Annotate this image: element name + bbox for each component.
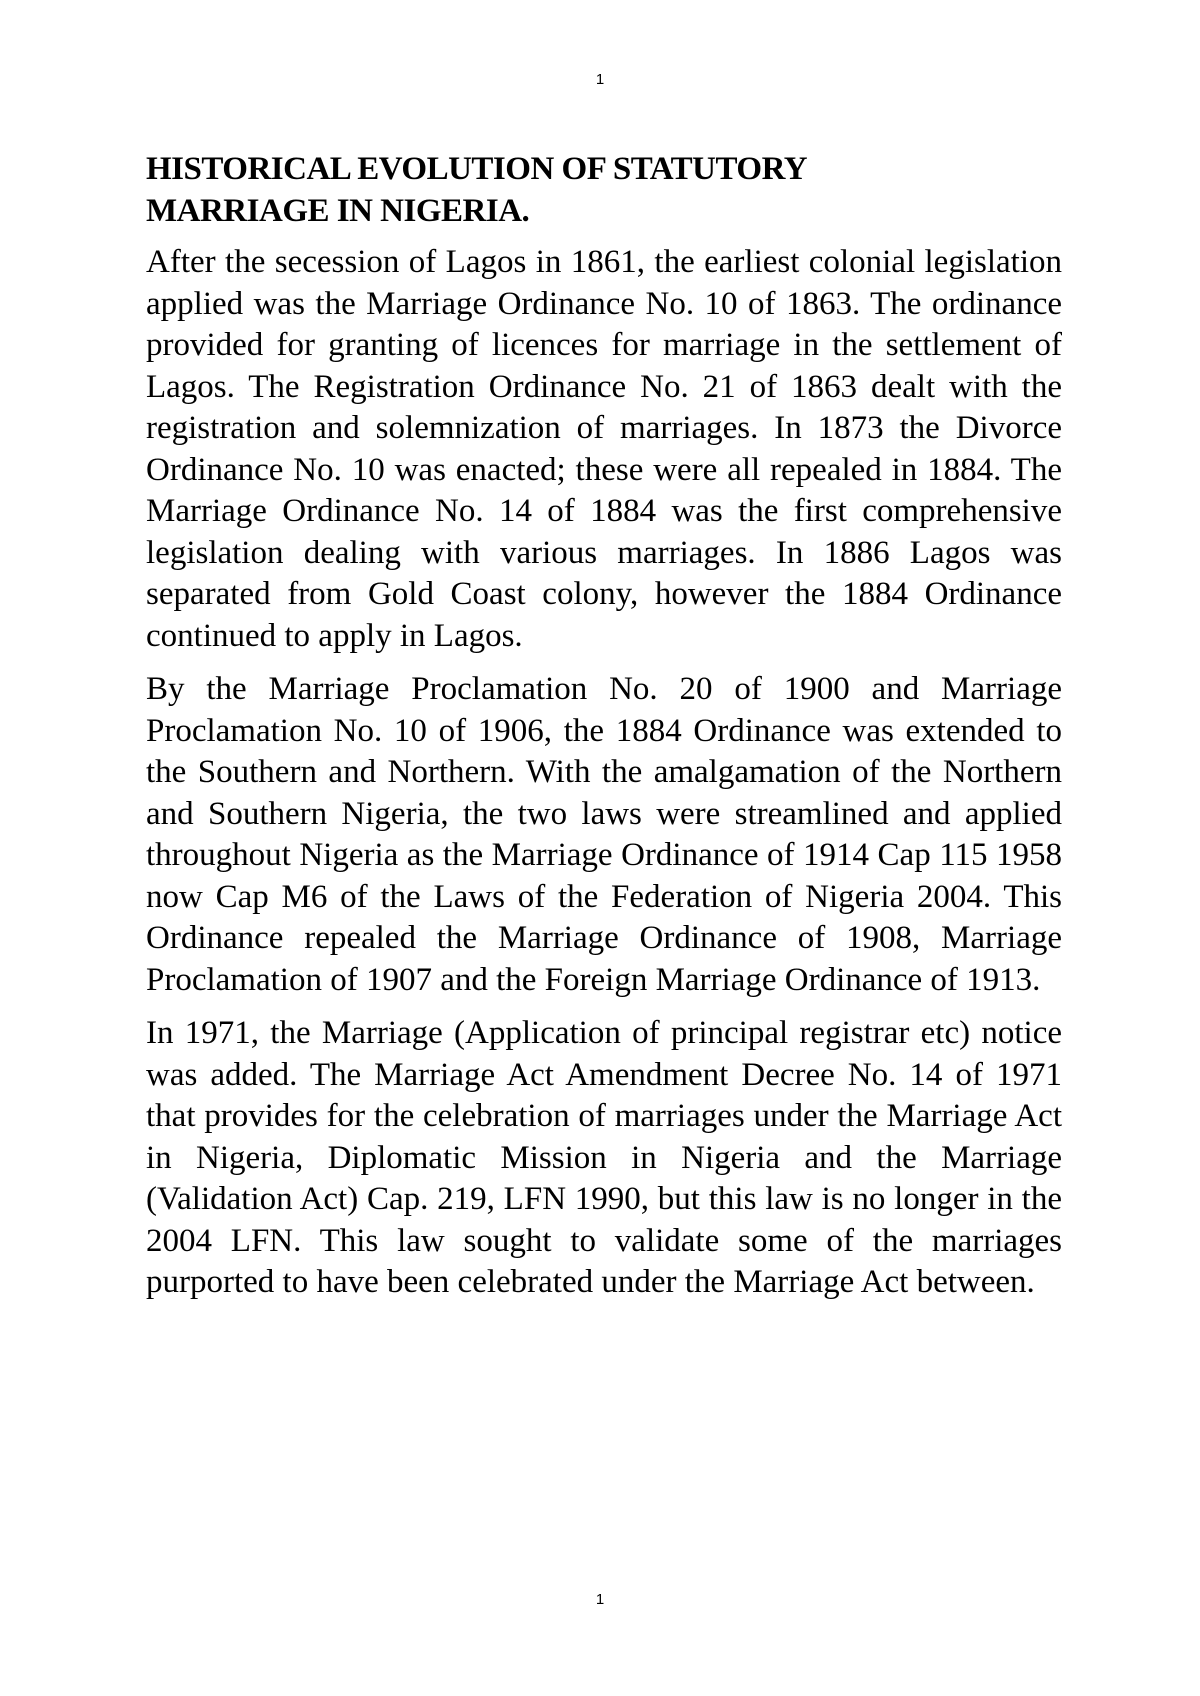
paragraph-1: After the secession of Lagos in 1861, the earliest colonial legislation applied was the Marriage Ordinance No. 10 of 1863. The ordinance provided for granting of licences for marriage in the settlement of Lagos. The Registration Ordinance No. 21 of 1863 dealt with the registration and solemnization of marriages. In 1873 the Divorce Ordinance No. 10 was enacted; these were all repealed in 1884. The Marriage Ordinance No. 14 of 1884 was the first comprehensive legislation dealing with various marriages. In 1886 Lagos was separated from Gold Coast colony, however the 1884 Ordinance continued to apply in Lagos. — [146, 244, 1062, 654]
footer-page-number: 1 — [595, 1591, 605, 1608]
paragraph-3: In 1971, the Marriage (Application of principal registrar etc) notice was added. The Marriage Act Amendment Decree No. 14 of 1971 that provides for the celebration of marriages under the Marriage Act in Nigeria, Diplomatic Mission in Nigeria and the Marriage (Validation Act) Cap. 219, LFN 1990, but this law is no longer in the 2004 LFN. This law sought to validate some of the marriages purported to have been celebrated under the Marriage Act between. — [146, 1015, 1062, 1300]
paragraph-2: By the Marriage Proclamation No. 20 of 1900 and Marriage Proclamation No. 10 of 1906, the 1884 Ordinance was extended to the Southern and Northern. With the amalgamation of the Northern and Southern Nigeria, the two laws were streamlined and applied throughout Nigeria as the Marriage Ordinance of 1914 Cap 115 1958 now Cap M6 of the Laws of the Federation of Nigeria 2004. This Ordinance repealed the Marriage Ordinance of 1908, Marriage Proclamation of 1907 and the Foreign Marriage Ordinance of 1913. — [146, 671, 1062, 998]
document-title-line-2: MARRIAGE IN NIGERIA. — [146, 193, 530, 229]
document-title — [146, 148, 1062, 232]
header-page-number: 1 — [595, 71, 605, 88]
document-title-line-1: HISTORICAL EVOLUTION OF STATUTORY — [146, 151, 808, 187]
document-body — [146, 148, 1062, 1316]
